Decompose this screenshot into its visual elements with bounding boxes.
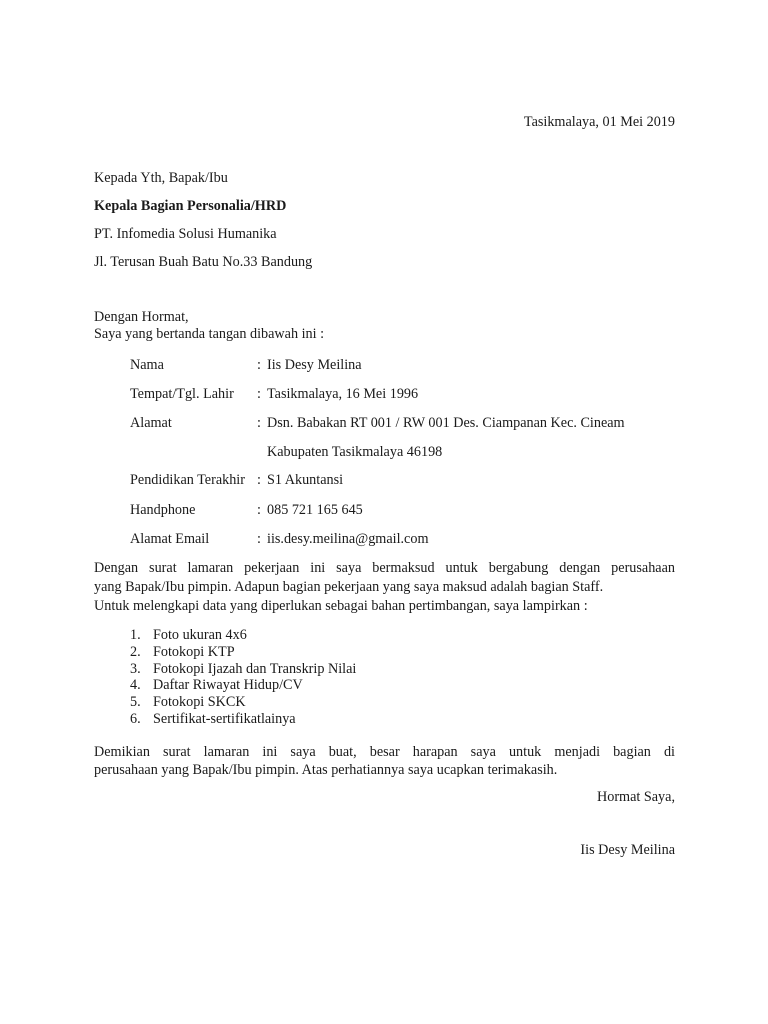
field-label-email: Alamat Email (130, 531, 210, 547)
field-value-education: S1 Akuntansi (267, 472, 344, 488)
list-item-text: Fotokopi KTP (153, 643, 235, 660)
body-paragraph-1 (94, 559, 675, 616)
list-item-text: Sertifikat-sertifikatlainya (153, 710, 296, 727)
field-colon: : (257, 357, 261, 373)
body-paragraph-2-line-1: Demikian surat lamaran ini saya buat, besar harapan saya untuk menjadi bagian di (94, 744, 675, 760)
intro-line: Saya yang bertanda tangan dibawah ini : (94, 326, 325, 342)
list-item-text: Daftar Riwayat Hidup/CV (153, 677, 303, 694)
list-item (130, 627, 356, 644)
field-value-phone: 085 721 165 645 (267, 502, 363, 518)
body-paragraph-2-line-2: perusahaan yang Bapak/Ibu pimpin. Atas perhatiannya saya ucapkan terimakasih. (94, 762, 558, 778)
field-label-phone: Handphone (130, 502, 196, 518)
list-item-number: 1. (130, 627, 141, 643)
greeting: Dengan Hormat, (94, 309, 189, 325)
list-item (130, 677, 356, 694)
list-item-text: Fotokopi SKCK (153, 694, 246, 711)
field-label-name: Nama (130, 357, 164, 373)
list-item (130, 661, 356, 678)
body-paragraph-1-line-2: yang Bapak/Ibu pimpin. Adapun bagian pekerjaan yang saya maksud adalah bagian Staff. (94, 579, 604, 595)
list-item-text: Fotokopi Ijazah dan Transkrip Nilai (153, 660, 357, 677)
list-item-number: 3. (130, 660, 141, 677)
date-line: Tasikmalaya, 01 Mei 2019 (523, 114, 675, 130)
field-value-address: Dsn. Babakan RT 001 / RW 001 Des. Ciampanan Kec. Cineam (267, 415, 625, 431)
recipient-line-2: Kepala Bagian Personalia/HRD (94, 198, 287, 214)
field-colon: : (257, 531, 261, 547)
body-paragraph-2 (94, 743, 675, 779)
field-value-birth: Tasikmalaya, 16 Mei 1996 (267, 386, 419, 402)
recipient-line-1: Kepada Yth, Bapak/Ibu (94, 170, 228, 186)
body-paragraph-1-line-3: Untuk melengkapi data yang diperlukan sebagai bahan pertimbangan, saya lampirkan : (94, 598, 588, 614)
list-item (130, 644, 356, 661)
list-item-number: 2. (130, 643, 141, 660)
field-colon: : (257, 502, 261, 518)
field-value-address-line-2: Kabupaten Tasikmalaya 46198 (267, 444, 443, 460)
list-item (130, 694, 356, 711)
field-colon: : (257, 472, 261, 488)
list-item (130, 711, 356, 728)
field-label-birth: Tempat/Tgl. Lahir (130, 386, 234, 402)
list-item-number: 4. (130, 677, 141, 694)
field-value-name: Iis Desy Meilina (267, 357, 362, 373)
field-label-education: Pendidikan Terakhir (130, 472, 245, 488)
body-paragraph-1-line-1: Dengan surat lamaran pekerjaan ini saya bermaksud untuk bergabung dengan perusahaan (94, 560, 675, 576)
field-label-address: Alamat (130, 415, 172, 431)
field-colon: : (257, 415, 261, 431)
recipient-line-3: PT. Infomedia Solusi Humanika (94, 226, 277, 242)
list-item-text: Foto ukuran 4x6 (153, 627, 247, 643)
attachment-list (130, 627, 356, 728)
closing: Hormat Saya, (596, 789, 675, 805)
field-colon: : (257, 386, 261, 402)
field-value-email: iis.desy.meilina@gmail.com (267, 531, 429, 547)
recipient-line-4: Jl. Terusan Buah Batu No.33 Bandung (94, 254, 313, 270)
list-item-number: 5. (130, 694, 141, 711)
list-item-number: 6. (130, 710, 141, 727)
signature-name: Iis Desy Meilina (580, 842, 675, 858)
